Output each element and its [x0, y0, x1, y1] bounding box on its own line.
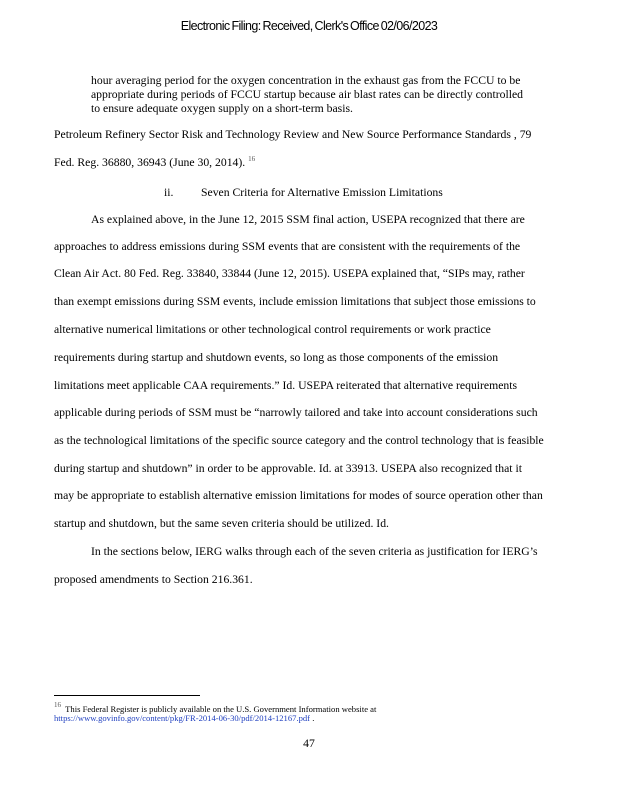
paragraph-1-line: As explained above, in the June 12, 2015 SSM final action, USEPA recognized that there are	[91, 213, 525, 226]
paragraph-1-line: may be appropriate to establish alternative emission limitations for modes of source operation other than	[54, 489, 543, 502]
paragraph-1-line: than exempt emissions during SSM events, include emission limitations that subject those emissions to	[54, 295, 536, 308]
paragraph-2-line: In the sections below, IERG walks through each of the seven criteria as justification for IERG’s	[91, 545, 538, 558]
paragraph-2-line: proposed amendments to Section 216.361.	[54, 573, 253, 586]
footnote-url-link[interactable]: https://www.govinfo.gov/content/pkg/FR-2014-06-30/pdf/2014-12167.pdf	[54, 713, 311, 723]
page-number: 47	[303, 737, 315, 750]
footnote-trailing: .	[312, 713, 315, 723]
paragraph-1-line: startup and shutdown, but the same seven criteria should be utilized. Id.	[54, 517, 389, 530]
paragraph-1-line: as the technological limitations of the specific source category and the control technology that is feasible	[54, 434, 544, 447]
paragraph-1-line: approaches to address emissions during SSM events that are consistent with the requirements of the	[54, 240, 521, 253]
paragraph-1-line: limitations meet applicable CAA requirements.” Id. USEPA reiterated that alternative requirements	[54, 379, 518, 392]
paragraph-1-line: Clean Air Act. 80 Fed. Reg. 33840, 33844 (June 12, 2015). USEPA explained that, “SIPs may, rather	[54, 267, 525, 280]
citation-text: Fed. Reg. 36880, 36943 (June 30, 2014).	[54, 156, 246, 169]
citation-line-1: Petroleum Refinery Sector Risk and Technology Review and New Source Performance Standards , 79	[54, 128, 532, 141]
paragraph-1-line: during startup and shutdown” in order to be approvable. Id. at 33913. USEPA also recognized that it	[54, 462, 522, 475]
paragraph-1-line: alternative numerical limitations or other technological control requirements or work practice	[54, 323, 491, 336]
section-heading-number: ii.	[164, 186, 174, 199]
paragraph-1-line: applicable during periods of SSM must be “narrowly tailored and take into account considerations such	[54, 406, 538, 419]
citation-line-2	[54, 155, 255, 169]
section-heading-title: Seven Criteria for Alternative Emission Limitations	[201, 186, 443, 199]
footnote-separator	[54, 695, 200, 696]
paragraph-1-line: requirements during startup and shutdown events, so long as those components of the emission	[54, 351, 499, 364]
block-quote: hour averaging period for the oxygen concentration in the exhaust gas from the FCCU to be appropriate during periods of FCCU startup because air blast rates can be directly controlled to ensure adequate oxygen supply on a short-term basis.	[91, 74, 523, 115]
footnote-marker: 16	[54, 701, 61, 709]
footnote-reference: 16	[248, 155, 256, 163]
footnote-text: This Federal Register is publicly available on the U.S. Government Information website at	[65, 704, 377, 714]
footnote-line-2	[54, 713, 314, 723]
filing-stamp-header: Electronic Filing: Received, Clerk's Office 02/06/2023	[180, 19, 438, 33]
